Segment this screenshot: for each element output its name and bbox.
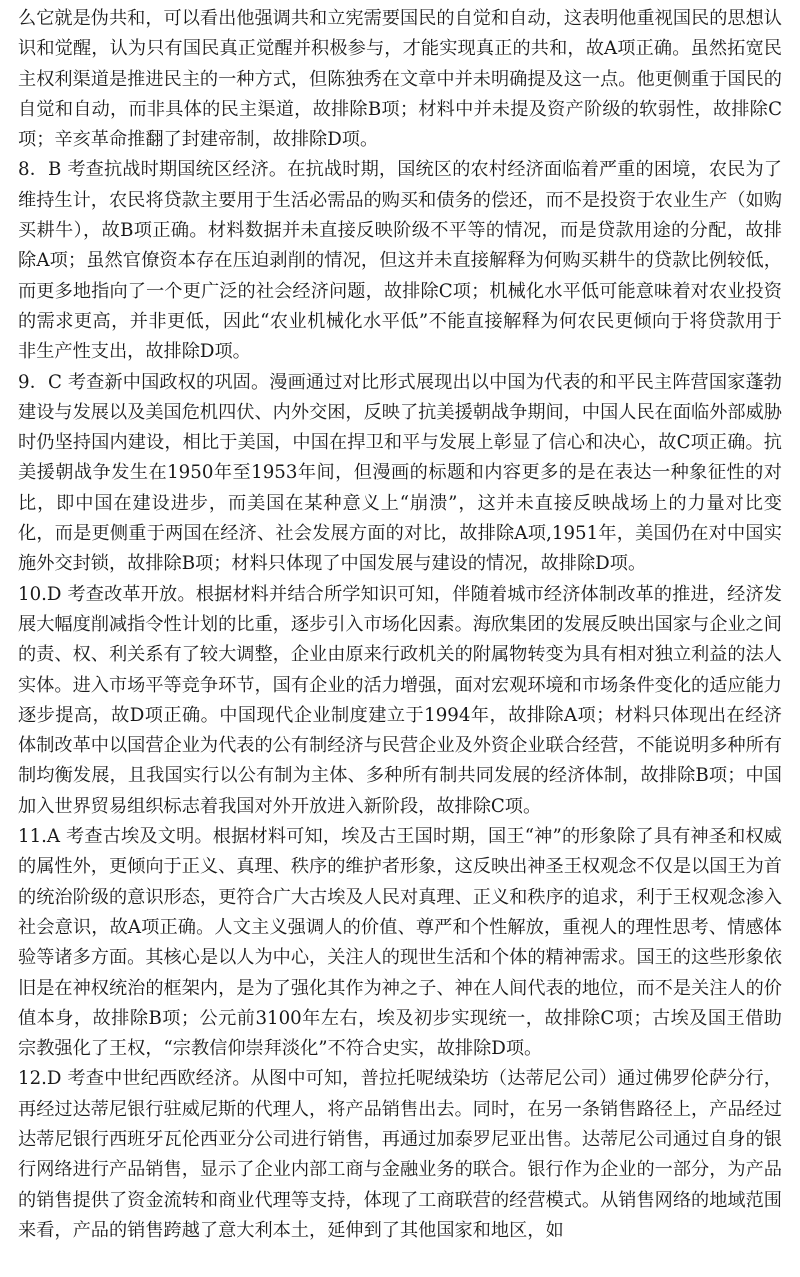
- paragraph-text: 12.D 考查中世纪西欧经济。从图中可知，普拉托呢绒染坊（达蒂尼公司）通过佛罗伦萨分行，再经过达蒂尼银行驻威尼斯的代理人，将产品销售出去。同时，在另一条销售路径上，产品经过达蒂尼银行西班牙瓦伦西亚分公司进行销售，再通过加泰罗尼亚出售。达蒂尼公司通过自身的银行网络进行产品销售，显示了企业内部工商与金融业务的联合。银行作为企业的一部分，为产品的销售提供了资金流转和商业代理等支持，体现了工商联营的经营模式。从销售网络的地域范围来看，产品的销售跨越了意大利本土，延伸到了其他国家和地区，如: [18, 1068, 782, 1241]
- paragraph-text: 11.A 考查古埃及文明。根据材料可知，埃及古王国时期，国王“神”的形象除了具有神圣和权威的属性外，更倾向于正义、真理、秩序的维护者形象，这反映出神圣王权观念不仅是以国王为首的统治阶级的意识形态，更符合广大古埃及人民对真理、正义和秩序的追求，利于王权观念渗入社会意识，故A项正确。人文主义强调人的价值、尊严和个性解放，重视人的理性思考、情感体验等诸多方面。其核心是以人为中心，关注人的现世生活和个体的精神需求。国王的这些形象依旧是在神权统治的框架内，是为了强化其作为神之子、神在人间代表的地位，而不是关注人的价值本身，故排除B项；公元前3100年左右，埃及初步实现统一，故排除C项；古埃及国王借助宗教强化了王权，“宗教信仰崇拜淡化”不符合史实，故排除D项。: [18, 826, 782, 1060]
- answer-item-10: [18, 580, 782, 822]
- paragraph-text: 10.D 考查改革开放。根据材料并结合所学知识可知，伴随着城市经济体制改革的推进，经济发展大幅度削减指令性计划的比重，逐步引入市场化因素。海欣集团的发展反映出国家与企业之间的责、权、利关系有了较大调整，企业由原来行政机关的附属物转变为具有相对独立利益的法人实体。进入市场平等竞争环节，国有企业的活力增强，面对宏观环境和市场条件变化的适应能力逐步提高，故D项正确。中国现代企业制度建立于1994年，故排除A项；材料只体现出在经济体制改革中以国营企业为代表的公有制经济与民营企业及外资企业联合经营，不能说明多种所有制均衡发展，且我国实行以公有制为主体、多种所有制共同发展的经济体制，故排除B项；中国加入世界贸易组织标志着我国对外开放进入新阶段，故排除C项。: [18, 583, 782, 817]
- paragraph-text: 么它就是伪共和，可以看出他强调共和立宪需要国民的自觉和自动，这表明他重视国民的思想认识和觉醒，认为只有国民真正觉醒并积极参与，才能实现真正的共和，故A项正确。虽然拓宽民主权利渠道是推进民主的一种方式，但陈独秀在文章中并未明确提及这一点。他更侧重于国民的自觉和自动，而非具体的民主渠道，故排除B项；材料中并未提及资产阶级的软弱性，故排除C项；辛亥革命推翻了封建帝制，故排除D项。: [18, 8, 782, 151]
- answer-item-9: [18, 368, 782, 580]
- paragraph-continuation: [18, 4, 782, 155]
- answer-item-12: [18, 1064, 782, 1246]
- paragraph-text: 9．C 考查新中国政权的巩固。漫画通过对比形式展现出以中国为代表的和平民主阵营国家蓬勃建设与发展以及美国危机四伏、内外交困，反映了抗美援朝战争期间，中国人民在面临外部威胁时仍坚持国内建设，相比于美国，中国在捍卫和平与发展上彰显了信心和决心，故C项正确。抗美援朝战争发生在1950年至1953年间，但漫画的标题和内容更多的是在表达一种象征性的对比，即中国在建设进步，而美国在某种意义上“崩溃”，这并未直接反映战场上的力量对比变化，而是更侧重于两国在经济、社会发展方面的对比，故排除A项,1951年，美国仍在对中国实施外交封锁，故排除B项；材料只体现了中国发展与建设的情况，故排除D项。: [18, 371, 782, 575]
- answer-item-8: [18, 155, 782, 367]
- paragraph-text: 8．B 考查抗战时期国统区经济。在抗战时期，国统区的农村经济面临着严重的困境，农民为了维持生计，农民将贷款主要用于生活必需品的购买和债务的偿还，而不是投资于农业生产（如购买耕牛），故B项正确。材料数据并未直接反映阶级不平等的情况，而是贷款用途的分配，故排除A项；虽然官僚资本存在压迫剥削的情况，但这并未直接解释为何购买耕牛的贷款比例较低，而更多地指向了一个更广泛的社会经济问题，故排除C项；机械化水平低可能意味着对农业投资的需求更高，并非更低，因此“农业机械化水平低”不能直接解释为何农民更倾向于将贷款用于非生产性支出，故排除D项。: [18, 159, 782, 363]
- answer-item-11: [18, 822, 782, 1064]
